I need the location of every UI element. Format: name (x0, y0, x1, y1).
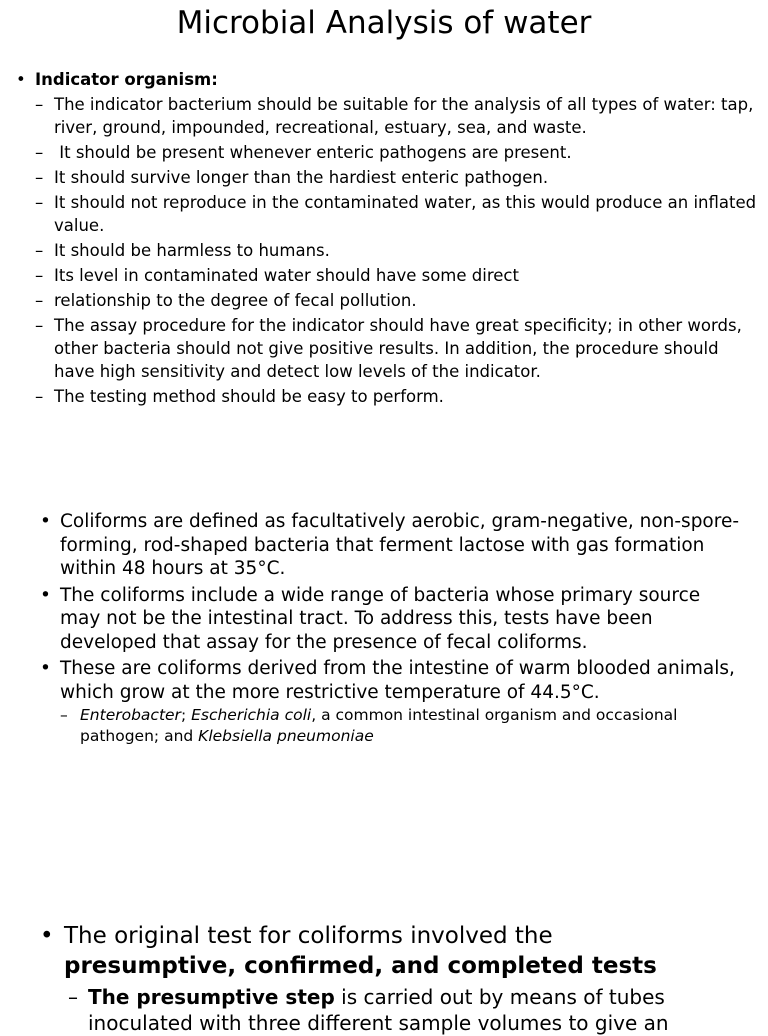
bullet: • (40, 511, 51, 532)
item-text: These are coliforms derived from the intestine of warm blooded animals, which grow at the more restrictive temperature of 44.5°C. (60, 658, 735, 703)
item-text: It should be present whenever enteric pathogens are present. (54, 143, 572, 162)
sub-text: , a common intestinal organism and occasional pathogen; and (80, 706, 678, 745)
organism-name: Escherichia coli (191, 706, 312, 724)
item-text: It should not reproduce in the contaminated water, as this would produce an inflated value. (54, 193, 757, 235)
list-item (16, 141, 761, 164)
dash-bullet: – (35, 95, 44, 114)
dash-bullet: – (60, 706, 68, 724)
separator: ; (180, 706, 192, 724)
item-text: It should survive longer than the hardiest enteric pathogen. (54, 168, 549, 187)
tests-section (40, 922, 740, 1036)
dash-bullet: – (68, 985, 78, 1009)
bullet: • (16, 70, 26, 89)
list-item (40, 657, 740, 704)
item-text (64, 922, 657, 981)
dash-bullet: – (35, 168, 44, 187)
list-item (16, 93, 761, 139)
dash-bullet: – (35, 387, 44, 406)
list-item (16, 191, 761, 237)
list-item (16, 166, 761, 189)
organism-name: Enterobacter (80, 706, 181, 724)
list-item (16, 289, 761, 312)
item-text: The coliforms include a wide range of bacteria whose primary source may not be the intestinal tract. To address this, tests have been developed that assay for the presence of fecal coliforms. (60, 584, 701, 653)
list-item (16, 385, 761, 408)
list-item (40, 922, 740, 981)
bullet: • (40, 923, 54, 949)
item-text: The testing method should be easy to perform. (54, 387, 444, 406)
page-title: Microbial Analysis of water (176, 5, 592, 41)
list-item (16, 264, 761, 287)
organism-name: Klebsiella pneumoniae (198, 727, 374, 745)
section-heading (16, 68, 761, 91)
sub-list-item (60, 705, 740, 747)
bullet: • (40, 584, 51, 606)
sub-text: is carried out by means of tubes inoculated with three different sample volumes to give an (88, 985, 672, 1035)
bold-text: presumptive, confirmed, and completed tests (64, 952, 657, 979)
intro-text: The original test for coliforms involved the (64, 923, 553, 949)
list-item (40, 584, 740, 655)
bold-text: The presumptive step (88, 985, 335, 1009)
list-item (16, 239, 761, 262)
sub-item-text (80, 705, 740, 747)
bullet: • (40, 658, 51, 679)
item-text: The assay procedure for the indicator should have great specificity; in other words, other bacteria should not give positive results. In addition, the procedure should have high sensitivity and detect low levels of the indicator. (54, 316, 742, 381)
list-item (16, 314, 761, 383)
dash-bullet: – (35, 316, 44, 335)
item-text: relationship to the degree of fecal pollution. (54, 291, 417, 310)
dash-bullet: – (35, 143, 44, 162)
item-text: It should be harmless to humans. (54, 241, 330, 260)
dash-bullet: – (35, 241, 44, 260)
coliforms-section (40, 510, 740, 747)
heading-text: Indicator organism: (35, 70, 218, 89)
item-text: The indicator bacterium should be suitable for the analysis of all types of water: tap, river, ground, impounded, recreational, estuary, sea, and waste. (54, 95, 754, 137)
item-text: Its level in contaminated water should have some direct (54, 266, 519, 285)
sub-list-item (68, 984, 740, 1036)
item-text: Coliforms are defined as facultatively aerobic, gram-negative, non-spore-forming, rod-shaped bacteria that ferment lactose with gas formation within 48 hours at 35°C. (60, 511, 740, 579)
sub-item-text (88, 984, 740, 1036)
indicator-organism-section (16, 68, 761, 408)
dash-bullet: – (35, 193, 44, 212)
dash-bullet: – (35, 291, 44, 310)
dash-bullet: – (35, 266, 44, 285)
list-item (40, 510, 740, 581)
